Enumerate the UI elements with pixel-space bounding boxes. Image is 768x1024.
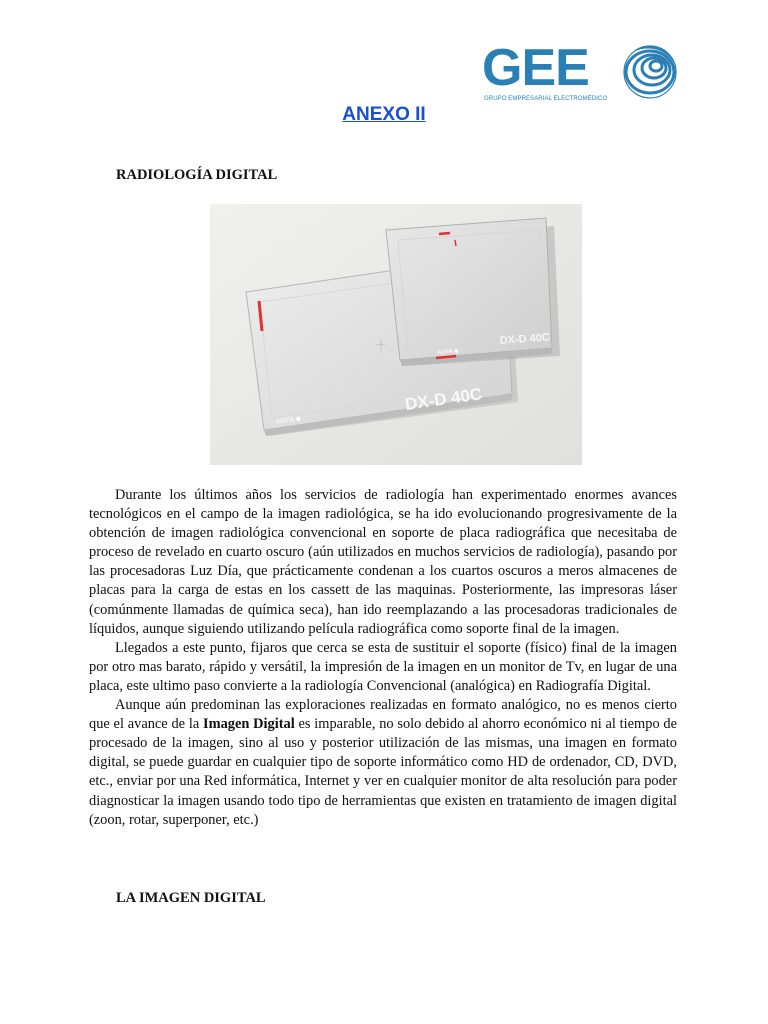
section-heading-la-imagen-digital: LA IMAGEN DIGITAL <box>116 890 266 906</box>
imagen-digital-bold-term: Imagen Digital <box>203 716 295 733</box>
svg-text:AGFA ◆: AGFA ◆ <box>275 415 302 426</box>
section-heading-radiologia-digital: RADIOLOGÍA DIGITAL <box>116 167 278 183</box>
body-text <box>89 486 677 830</box>
small-panel-label: DX-D 40C <box>499 331 551 347</box>
svg-text:AGFA ◆: AGFA ◆ <box>436 348 460 356</box>
paragraph-1: Durante los últimos años los servicios de radiología han experimentado enormes avances tecnológicos en el campo de la imagen radiológica, se ha ido evolucionando progresivamente de la obtención de imagen radiológica convencional en soporte de placa radiográfica que necesitaba de proceso de revelado en cuarto oscuro (aún utilizados en muchos servicios de radiología), pasando por las procesadoras Luz Día, que prácticamente condenan a los cuartos oscuros a meros almacenes de placas para la carga de estas en los cassett de las maquinas. Posteriormente, las impresoras láser (comúnmente llamadas de química seca), han ido reemplazando a las procesadoras tradicionales de líquidos, aunque siguiendo utilizando película radiográfica como soporte final de la imagen. <box>89 487 677 637</box>
gee-logo <box>482 39 682 106</box>
logo-tagline: GRUPO EMPRESARIAL ELECTROMÉDICO <box>484 96 608 102</box>
paragraph-2: Llegados a este punto, fijaros que cerca se esta de sustituir el soporte (físico) final de la imagen por otro mas barato, rápido y versátil, la impresión de la imagen en un monitor de Tv, en lugar de una placa, este ultimo paso convierte a la radiología Convencional (analógica) en Radiografía Digital. <box>89 639 677 694</box>
paragraph-3 <box>89 696 677 830</box>
page-title: ANEXO II <box>342 104 426 125</box>
large-panel-label: DX-D 40C <box>403 384 484 414</box>
paragraph-3-part-2: es imparable, no solo debido al ahorro económico ni al tiempo de procesado de la imagen, sino al uso y posterior utilización de las mismas, una imagen en formato digital, se puede guardar en cualquier tipo de soporte informático como HD de ordenador, CD, DVD, etc., enviar por una Red informática, Internet y ver en cualquier monitor de alta resolución para poder diagnosticar la imagen usando todo tipo de herramientas que existen en tratamiento de imagen digital (zoon, rotar, superponer, etc.) <box>89 716 678 828</box>
dx-d-detector-panels-image <box>210 204 582 465</box>
globe-icon <box>622 44 678 100</box>
paragraph-3-part-1: Aunque aún predominan las exploraciones realizadas en formato analógico, no es menos cierto que el avance de la <box>89 697 677 733</box>
logo-wordmark: GEE <box>482 39 589 97</box>
